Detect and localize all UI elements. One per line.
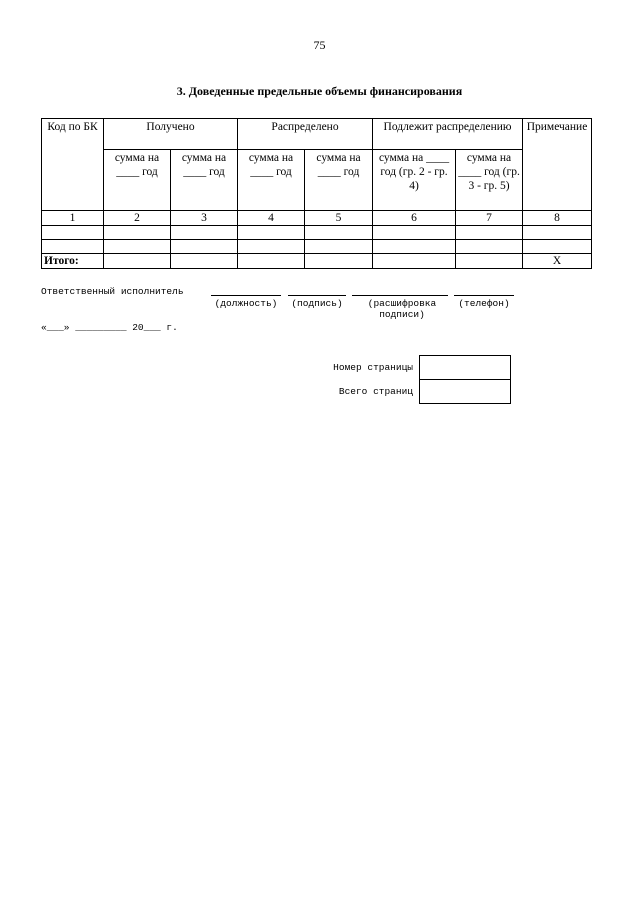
column-number: 5: [305, 211, 373, 226]
table-cell[interactable]: [104, 240, 171, 254]
subheader-col-7: сумма на ____ год (гр. 3 - гр. 5): [456, 150, 523, 211]
total-note: Х: [523, 254, 592, 269]
table-cell[interactable]: [238, 240, 305, 254]
column-number: 1: [42, 211, 104, 226]
column-number: 3: [171, 211, 238, 226]
header-received: Получено: [104, 119, 238, 150]
table-cell[interactable]: [305, 226, 373, 240]
table-cell[interactable]: [456, 254, 523, 269]
subheader-col-3: сумма на ____ год: [171, 150, 238, 211]
column-numbers-row: [42, 211, 592, 226]
total-pages-field[interactable]: [419, 379, 511, 404]
column-number: 8: [523, 211, 592, 226]
table-row: [42, 240, 592, 254]
total-label: Итого:: [42, 254, 104, 269]
responsible-label: Ответственный исполнитель: [41, 286, 184, 297]
total-row: [42, 254, 592, 269]
signature-field[interactable]: [288, 284, 346, 296]
date-line: «___» _________ 20___ г.: [41, 322, 178, 333]
subheader-col-5: сумма на ____ год: [305, 150, 373, 211]
table-cell[interactable]: [171, 226, 238, 240]
column-number: 2: [104, 211, 171, 226]
table-cell[interactable]: [42, 226, 104, 240]
position-field[interactable]: [211, 284, 281, 296]
total-pages-label: Всего страниц: [338, 386, 413, 397]
decoding-caption: (расшифровка подписи): [367, 298, 437, 320]
table-cell[interactable]: [305, 254, 373, 269]
phone-field[interactable]: [454, 284, 514, 296]
header-code: Код по БК: [42, 119, 104, 211]
financing-table: [41, 118, 592, 269]
table-cell[interactable]: [171, 240, 238, 254]
table-cell[interactable]: [373, 240, 456, 254]
column-number: 6: [373, 211, 456, 226]
page-number-label: Номер страницы: [333, 362, 413, 373]
table-cell[interactable]: [171, 254, 238, 269]
position-caption: (должность): [214, 298, 278, 309]
column-number: 4: [238, 211, 305, 226]
table-cell[interactable]: [456, 240, 523, 254]
section-title: 3. Доведенные предельные объемы финансирования: [176, 84, 463, 98]
table-cell[interactable]: [104, 226, 171, 240]
page-number: 75: [313, 38, 326, 52]
header-note: Примечание: [523, 119, 592, 211]
table-cell[interactable]: [523, 226, 592, 240]
table-cell[interactable]: [373, 254, 456, 269]
table-cell[interactable]: [104, 254, 171, 269]
page-number-field[interactable]: [419, 355, 511, 380]
subheader-col-4: сумма на ____ год: [238, 150, 305, 211]
header-distributed: Распределено: [238, 119, 373, 150]
subheader-col-2: сумма на ____ год: [104, 150, 171, 211]
decoding-field[interactable]: [352, 284, 448, 296]
table-cell[interactable]: [456, 226, 523, 240]
phone-caption: (телефон): [458, 298, 510, 309]
table-cell[interactable]: [373, 226, 456, 240]
table-cell[interactable]: [523, 240, 592, 254]
column-number: 7: [456, 211, 523, 226]
table-cell[interactable]: [238, 254, 305, 269]
table-cell[interactable]: [238, 226, 305, 240]
header-to-distribute: Подлежит распределению: [373, 119, 523, 150]
subheader-col-6: сумма на ____ год (гр. 2 - гр. 4): [373, 150, 456, 211]
table-cell[interactable]: [42, 240, 104, 254]
signature-caption: (подпись): [291, 298, 343, 309]
table-row: [42, 226, 592, 240]
table-cell[interactable]: [305, 240, 373, 254]
